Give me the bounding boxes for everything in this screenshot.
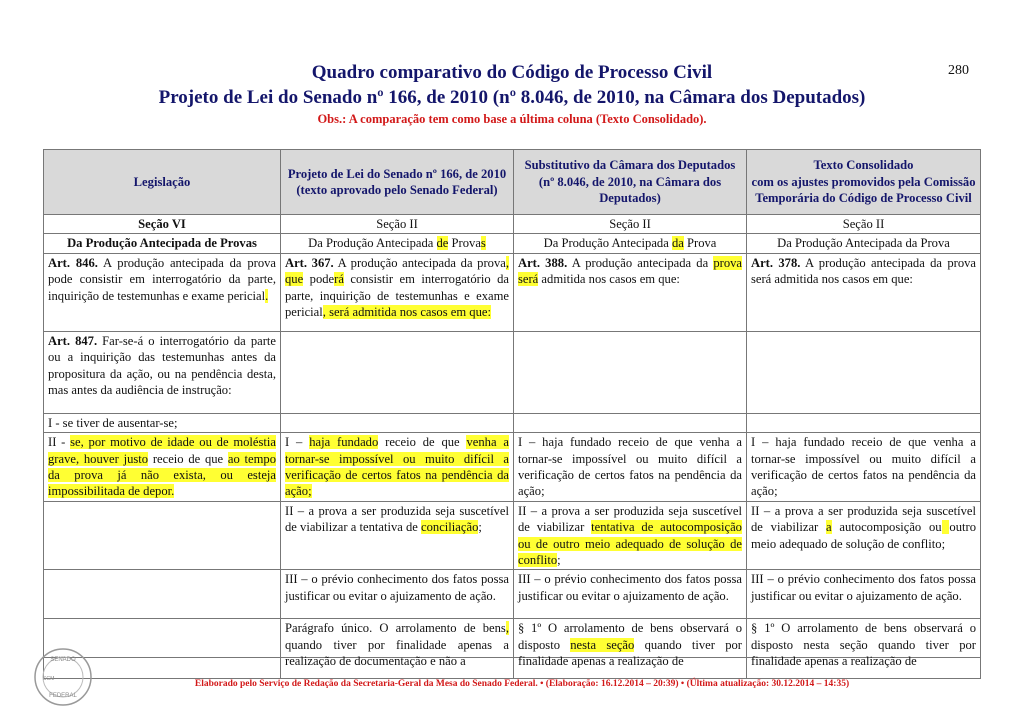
cell-text: I – xyxy=(285,435,310,450)
cell-text: ; xyxy=(557,553,561,568)
svg-text:SGM: SGM xyxy=(43,676,55,682)
table-cell xyxy=(44,413,281,432)
observation-note: Obs.: A comparação tem como base a última coluna (Texto Consolidado). xyxy=(317,112,707,126)
highlighted-text: de xyxy=(436,236,449,251)
table-cell xyxy=(747,619,981,679)
highlighted-text: , que xyxy=(285,255,509,287)
table-cell xyxy=(747,215,981,234)
senado-federal-seal-icon xyxy=(33,647,93,707)
highlighted-text: prova será xyxy=(518,255,743,287)
table-row xyxy=(44,501,981,570)
cell-text: § 1º O arrolamento de bens observará o disposto xyxy=(518,621,742,652)
table-cell xyxy=(514,433,747,502)
cell-text: § 1º O arrolamento de bens observará o disposto nesta seção quando tiver por finalidade apenas a realização de xyxy=(751,621,976,669)
bold-text: Seção VI xyxy=(138,217,186,231)
table-cell xyxy=(747,570,981,619)
column-header: Substitutivo da Câmara dos Deputados (nº 8.046, de 2010, na Câmara dos Deputados) xyxy=(514,150,747,215)
table-cell xyxy=(281,501,514,570)
table-row xyxy=(44,253,981,331)
cell-text: III – o prévio conhecimento dos fatos possa justificar ou evitar o ajuizamento de ação. xyxy=(751,572,976,603)
cell-text: I - se tiver de ausentar-se; xyxy=(48,415,178,430)
cell-text: A produção antecipada da prova pode consistir em interrogatório da parte, inquirição de testemunhas e exame pericial xyxy=(48,255,277,303)
table-cell xyxy=(514,619,747,679)
cell-text: outro meio adequado de solução de conflito; xyxy=(751,520,976,551)
cell-text: consistir em interrogatório da parte, inquirição de testemunhas e exame pericial xyxy=(285,272,509,320)
cell-text: ; xyxy=(478,520,482,535)
cell-text: pode xyxy=(303,272,335,287)
table-cell xyxy=(44,331,281,413)
table-cell xyxy=(514,413,747,432)
highlighted-text: , será admitida nos casos em que: xyxy=(322,305,491,320)
table-row xyxy=(44,331,981,413)
cell-text: Parágrafo único. O arrolamento de bens xyxy=(285,621,506,636)
table-row xyxy=(44,570,981,619)
highlighted-text: se, por motivo de idade ou de moléstia grave, houver justo xyxy=(48,435,276,466)
table-cell xyxy=(514,215,747,234)
table-cell xyxy=(44,253,281,331)
table-cell xyxy=(747,234,981,253)
cell-text: Seção II xyxy=(842,217,885,231)
cell-text: receio de que xyxy=(378,435,467,450)
bold-text: Art. 367. xyxy=(285,255,334,270)
table-row xyxy=(44,413,981,432)
cell-text: II - xyxy=(48,435,71,450)
table-cell xyxy=(44,570,281,619)
cell-text: autocomposição ou xyxy=(831,520,942,535)
table-row xyxy=(44,433,981,502)
cell-text: Prova xyxy=(683,236,717,251)
cell-text: quando tiver por finalidade apenas a realização de xyxy=(518,637,742,669)
cell-text: receio de que xyxy=(148,451,228,466)
table-cell xyxy=(281,253,514,331)
table-cell xyxy=(514,570,747,619)
column-header: Projeto de Lei do Senado nº 166, de 2010 (texto aprovado pelo Senado Federal) xyxy=(281,150,514,215)
page-number: 280 xyxy=(948,63,969,78)
highlighted-text: ao tempo da prova já não exista, ou esteja impossibilitada de depor. xyxy=(48,451,276,499)
table-row xyxy=(44,619,981,679)
cell-text: quando tiver por finalidade apenas a realização de documentação e não a xyxy=(285,637,509,669)
highlighted-text: rá xyxy=(334,272,344,287)
table-header-row xyxy=(44,150,981,215)
cell-text: Prova xyxy=(448,236,481,251)
table-cell xyxy=(514,253,747,331)
highlighted-text: da xyxy=(671,236,684,251)
highlighted-text: a xyxy=(826,520,832,535)
cell-text: admitida nos casos em que: xyxy=(538,272,680,287)
bold-text: Art. 846. xyxy=(48,255,98,270)
highlighted-text: . xyxy=(265,288,269,303)
table-row xyxy=(44,234,981,253)
cell-text: I – haja fundado receio de que venha a tornar-se impossível ou muito difícil a verificação de certos fatos na pendência da ação; xyxy=(518,435,742,499)
table-cell xyxy=(747,413,981,432)
table-cell xyxy=(747,331,981,413)
table-cell xyxy=(44,234,281,253)
document-title: Quadro comparativo do Código de Processo Civil xyxy=(311,62,713,83)
cell-text: Da Produção Antecipada xyxy=(308,236,437,251)
cell-text: Far-se-á o interrogatório da parte ou a inquirição das testemunhas antes da propositura da ação, ou na pendência desta, mas antes da audiência de instrução: xyxy=(48,333,276,398)
cell-text: A produção antecipada da xyxy=(567,255,714,270)
cell-text: A produção antecipada da prova xyxy=(333,255,506,270)
column-header: Legislação xyxy=(44,150,281,215)
table-cell xyxy=(281,215,514,234)
document-subtitle: Projeto de Lei do Senado nº 166, de 2010 (nº 8.046, de 2010, na Câmara dos Deputados) xyxy=(158,87,866,108)
svg-text:FEDERAL: FEDERAL xyxy=(49,693,77,699)
highlighted-text: haja fundado xyxy=(309,435,379,450)
highlighted-text: s xyxy=(480,236,486,251)
bold-text: Art. 388. xyxy=(518,255,568,270)
table-cell xyxy=(747,501,981,570)
column-header: Texto Consolidado com os ajustes promovidos pela Comissão Temporária do Código de Processo Civil xyxy=(747,150,981,215)
comparison-table xyxy=(43,149,981,679)
table-cell xyxy=(281,413,514,432)
table-cell xyxy=(281,331,514,413)
svg-text:SENADO: SENADO xyxy=(50,657,76,663)
cell-text: Da Produção Antecipada da Prova xyxy=(777,236,950,251)
cell-text: A produção antecipada da prova será admitida nos casos em que: xyxy=(751,255,977,287)
table-cell xyxy=(747,433,981,502)
bold-text: Da Produção Antecipada de Provas xyxy=(67,236,257,251)
cell-text: Seção II xyxy=(376,217,418,231)
footer-note: Elaborado pelo Serviço de Redação da Secretaria-Geral da Mesa do Senado Federal. • (Elaboração: 16.12.2014 – 20:39) • (Última atualização: 30.12.2014 – 14:35) xyxy=(194,679,850,689)
table-cell xyxy=(281,619,514,679)
cell-text: III – o prévio conhecimento dos fatos possa justificar ou evitar o ajuizamento de ação. xyxy=(518,572,742,603)
table-cell xyxy=(281,433,514,502)
table-cell xyxy=(44,215,281,234)
cell-text: I – haja fundado receio de que venha a tornar-se impossível ou muito difícil a verificação de certos fatos na pendência da ação; xyxy=(751,435,976,499)
table-cell xyxy=(514,331,747,413)
table-cell xyxy=(281,234,514,253)
cell-text: II – a prova a ser produzida seja suscetível de viabilizar a tentativa de xyxy=(285,503,509,535)
comparison-table-container xyxy=(43,149,980,669)
bold-text: Art. 847. xyxy=(48,333,98,348)
table-row xyxy=(44,215,981,234)
table-cell xyxy=(514,501,747,570)
highlighted-text: nesta seção xyxy=(570,637,635,652)
cell-text: II – a prova a ser produzida seja suscetível de viabilizar xyxy=(751,503,976,535)
table-cell xyxy=(44,433,281,502)
cell-text: Da Produção Antecipada xyxy=(543,236,672,251)
table-cell xyxy=(281,570,514,619)
highlighted-text: , xyxy=(505,621,509,636)
highlighted-text: conciliação xyxy=(421,520,479,535)
cell-text: III – o prévio conhecimento dos fatos possa justificar ou evitar o ajuizamento de ação. xyxy=(285,572,509,603)
highlighted-text: tentativa de autocomposição ou de outro meio adequado de solução de conflito xyxy=(518,520,742,568)
table-cell xyxy=(747,253,981,331)
cell-text: II – a prova a ser produzida seja suscetível de viabilizar xyxy=(518,503,742,535)
table-cell xyxy=(514,234,747,253)
bold-text: Art. 378. xyxy=(751,255,801,270)
highlighted-text: venha a tornar-se impossível ou muito difícil a verificação de certos fatos na pendência da ação; xyxy=(285,435,509,499)
table-cell xyxy=(44,501,281,570)
cell-text: Seção II xyxy=(609,217,651,231)
